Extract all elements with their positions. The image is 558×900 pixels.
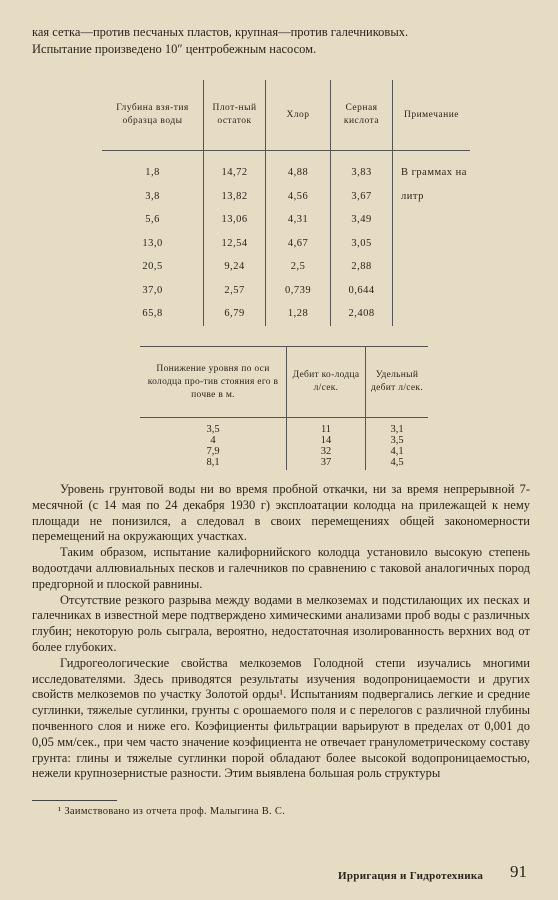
footnote-divider [32,800,117,801]
table-cell: 3,67 [331,185,393,209]
footnote: ¹ Заимствовано из отчета проф. Малыгина В. С. [58,806,286,817]
table-cell: 3,5 [206,424,220,435]
well-yield-table [140,346,428,470]
table1-header-chlorine: Хлор [266,80,331,151]
table-cell: 3,8 [145,190,160,202]
intro-text [32,24,530,58]
table1-header-note: Примечание [393,80,471,151]
table-row [102,279,470,303]
table-cell: 3,1 [366,418,429,436]
table-cell: 2,88 [331,255,393,279]
table-cell: 12,54 [204,232,266,256]
table-cell: 14 [287,435,366,446]
table-cell: 6,79 [204,302,266,326]
table2-header-drawdown: Понижение уровня по оси колодца про-тив стояния его в почве в м. [140,347,287,418]
table-cell: 8,1 [206,457,220,468]
table-cell: 5,6 [145,214,160,226]
table-cell: 4,56 [266,185,331,209]
table-cell: 4,5 [366,457,429,470]
table-row [140,418,428,436]
table-row [102,255,470,279]
table-cell: 3,5 [366,435,429,446]
table2-header-yield: Дебит ко-лодца л/сек. [287,347,366,418]
table-cell: 9,24 [204,255,266,279]
table-cell: 65,8 [142,308,163,320]
table-row [140,457,428,470]
paragraph: Гидрогеологические свойства мелкоземов Голодной степи изучались многими исследователями. Здесь приводятся результаты изучения водопроницаемости и других свойств мелкоземов по участку Золотой орды¹. Испытаниям подвергались легкие и средние суглинки, тяжелые суглинки, грунты с орошаемого поля и с перелогов с различной глубины почвенного слоя и ниже его. Коэфициенты фильтрации варьируют в пределах от 0,001 до 0,05 мм/сек., при чем часто значение коэфициента не отвечает гранулометрическому составу грунта: глины и тяжелые суглинки порой обладают более высокой водопроницаемостью, нежели крупнозернистые разности. Этим выявлена большая роль структуры [32,655,530,781]
table-row [102,232,470,256]
intro-line-2: Испытание произведено 10″ центробежным насосом. [32,42,317,56]
table-cell: 2,5 [266,255,331,279]
table-cell: 2,408 [331,302,393,326]
table-row [102,302,470,326]
table-cell: 7,9 [206,446,220,457]
water-analysis-table [102,80,470,326]
table-row [140,435,428,446]
table-cell: 4,67 [266,232,331,256]
table-cell: 13,0 [142,237,163,249]
paragraph: Отсутствие резкого разрыва между водами в мелкоземах и подстилающих их песках и галечниках в известной мере подтверждено химическими анализами проб воды с различных глубин; некоторую роль сыграла, вероятно, недостаточная изолированность верхних вод от более глубоких. [32,592,530,654]
table-cell: 13,06 [204,208,266,232]
intro-line-1: кая сетка—против песчаных пластов, крупная—против галечниковых. [32,25,409,39]
table-cell: 3,83 [331,151,393,185]
table1-header-depth: Глубина взя-тия образца воды [102,80,204,151]
table-cell: 37 [287,457,366,470]
table-cell: 0,644 [331,279,393,303]
running-title: Ирригация и Гидротехника [338,870,484,882]
table2-header-specific-yield: Удельный дебит л/сек. [366,347,429,418]
table-cell: 14,72 [204,151,266,185]
paragraph: Таким образом, испытание калифорнийского колодца установило высокую степень водоотдачи аллювиальных песков и галечников по сравнению с таковой аналогичных пород предгорной и плоской равнины. [32,545,530,591]
table-cell: 4 [210,435,216,446]
page-number: 91 [510,862,527,881]
table-cell: 13,82 [204,185,266,209]
table-cell: 3,49 [331,208,393,232]
body-text [32,482,530,782]
table-cell: 4,1 [366,446,429,457]
table-cell: 11 [287,418,366,436]
table-cell: 3,05 [331,232,393,256]
table-cell: 2,57 [204,279,266,303]
table-cell: 0,739 [266,279,331,303]
table1-note: В граммах на литр [393,151,471,209]
table-row [102,208,470,232]
table-cell: 1,8 [145,167,160,179]
table-row [102,151,470,185]
table-cell: 4,88 [266,151,331,185]
table-row [140,446,428,457]
table-cell: 32 [287,446,366,457]
table1-header-sulfuric: Серная кислота [331,80,393,151]
table-cell: 37,0 [142,284,163,296]
table-cell: 1,28 [266,302,331,326]
paragraph: Уровень грунтовой воды ни во время пробной откачки, ни за время непрерывной 7-месячной (с 14 мая по 24 декабря 1930 г) эксплоатации колодца на прилежащей к нему площади не понизился, а следовал в своих перемещениях общей закономерности перемещений на окружающих участках. [32,482,530,544]
table-cell: 20,5 [142,261,163,273]
table1-header-residue: Плот-ный остаток [204,80,266,151]
table-cell: 4,31 [266,208,331,232]
